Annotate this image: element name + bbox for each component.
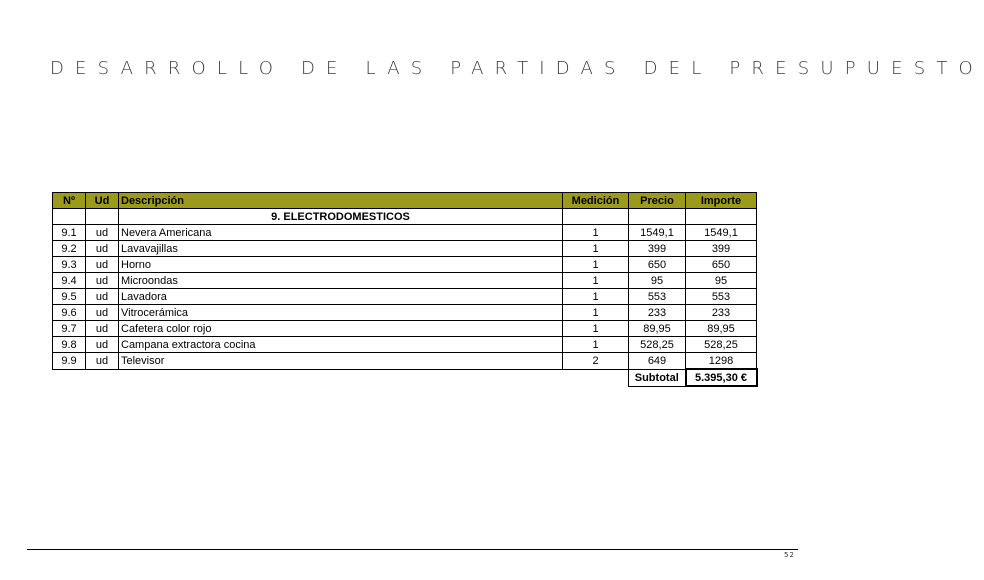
item-amount: 233 [686,305,757,321]
page-number: 52 [784,551,795,559]
item-amount: 553 [686,289,757,305]
table-row [53,225,757,241]
page-title: DESARROLLO DE LAS PARTIDAS DEL PRESUPUESTO [50,58,984,79]
item-quantity: 1 [563,257,629,273]
item-unit: ud [86,321,119,337]
item-description: Lavadora [119,289,563,305]
item-amount: 1298 [686,353,757,370]
item-quantity: 1 [563,321,629,337]
item-unit: ud [86,273,119,289]
table-header-row [53,193,757,209]
item-number: 9.7 [53,321,86,337]
item-description: Microondas [119,273,563,289]
col-header-numero: Nº [53,193,86,209]
item-unit: ud [86,289,119,305]
item-unit: ud [86,257,119,273]
col-header-importe: Importe [686,193,757,209]
item-amount: 95 [686,273,757,289]
table-row [53,305,757,321]
item-number: 9.2 [53,241,86,257]
item-number: 9.1 [53,225,86,241]
item-description: Televisor [119,353,563,370]
item-price: 89,95 [629,321,686,337]
col-header-unidad: Ud [86,193,119,209]
item-price: 650 [629,257,686,273]
footer-divider [27,549,798,550]
col-header-medicion: Medición [563,193,629,209]
table-row [53,353,757,370]
table-row [53,321,757,337]
item-price: 233 [629,305,686,321]
item-number: 9.4 [53,273,86,289]
subtotal-label: Subtotal [629,369,686,386]
item-description: Lavavajillas [119,241,563,257]
col-header-precio: Precio [629,193,686,209]
item-quantity: 1 [563,337,629,353]
item-unit: ud [86,241,119,257]
item-quantity: 2 [563,353,629,370]
table-row [53,273,757,289]
item-number: 9.6 [53,305,86,321]
subtotal-value: 5.395,30 € [686,369,757,386]
item-unit: ud [86,337,119,353]
item-price: 1549,1 [629,225,686,241]
item-quantity: 1 [563,289,629,305]
table-row [53,337,757,353]
item-number: 9.3 [53,257,86,273]
table-row [53,241,757,257]
item-quantity: 1 [563,305,629,321]
table-row [53,289,757,305]
item-number: 9.5 [53,289,86,305]
subtotal-row [53,369,757,386]
section-title: 9. ELECTRODOMESTICOS [119,209,563,225]
item-description: Nevera Americana [119,225,563,241]
item-amount: 1549,1 [686,225,757,241]
item-price: 528,25 [629,337,686,353]
col-header-descripcion: Descripción [119,193,563,209]
item-quantity: 1 [563,241,629,257]
table-row [53,257,757,273]
item-description: Horno [119,257,563,273]
item-price: 399 [629,241,686,257]
item-number: 9.8 [53,337,86,353]
item-unit: ud [86,353,119,370]
item-number: 9.9 [53,353,86,370]
item-unit: ud [86,225,119,241]
item-amount: 89,95 [686,321,757,337]
item-price: 649 [629,353,686,370]
item-amount: 399 [686,241,757,257]
item-unit: ud [86,305,119,321]
item-price: 553 [629,289,686,305]
section-row [53,209,757,225]
item-quantity: 1 [563,225,629,241]
item-amount: 650 [686,257,757,273]
item-description: Vitrocerámica [119,305,563,321]
item-price: 95 [629,273,686,289]
item-amount: 528,25 [686,337,757,353]
item-description: Campana extractora cocina [119,337,563,353]
budget-table [52,192,758,387]
item-description: Cafetera color rojo [119,321,563,337]
item-quantity: 1 [563,273,629,289]
